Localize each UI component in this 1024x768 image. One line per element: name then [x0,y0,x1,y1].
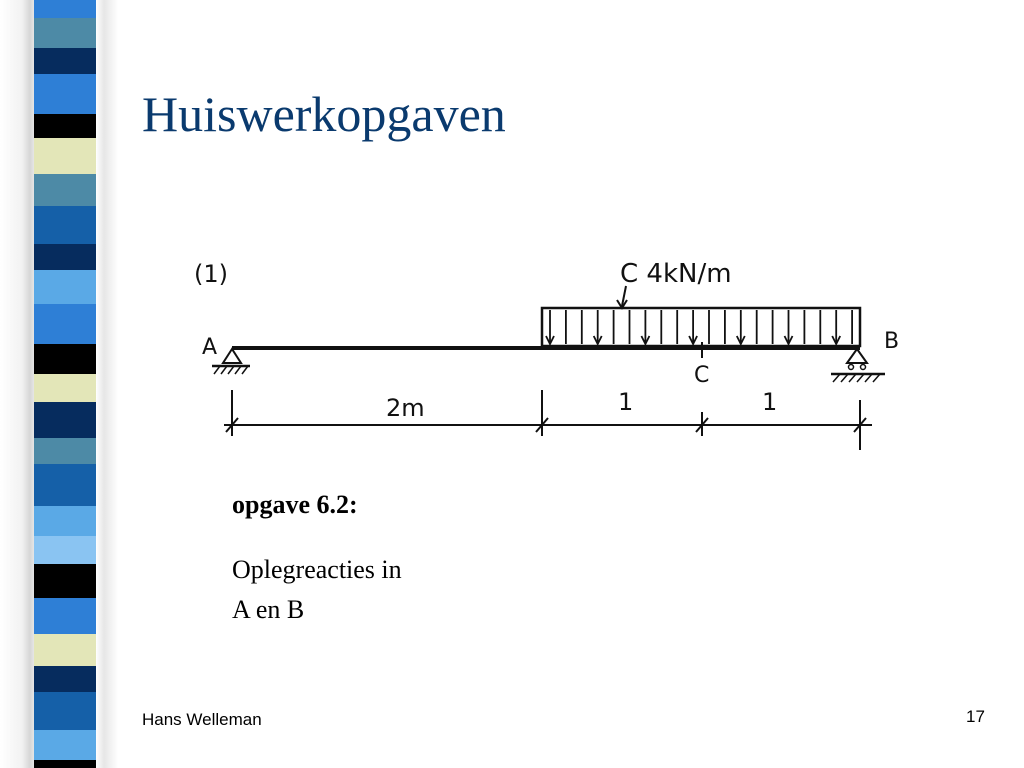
decorative-stripe [34,634,96,666]
exercise-description [232,550,492,630]
decorative-stripe [34,74,96,114]
dimension-label-c-to-b: 1 [762,388,778,416]
load-label: C 4kN/m [620,259,732,289]
decorative-stripe [34,536,96,564]
decorative-stripe [34,114,96,138]
dimension-label-a-to-load: 2m [386,394,425,422]
decorative-stripe [34,48,96,74]
decorative-stripe [34,244,96,270]
beam-diagram [190,250,910,460]
exercise-description-line-1: Oplegreacties in [232,555,402,584]
page-number: 17 [966,707,985,726]
decorative-stripe [34,18,96,48]
decorative-stripe [34,692,96,730]
slide-title: Huiswerkopgaven [142,86,506,142]
decorative-stripe [34,564,96,598]
decorative-stripe [34,730,96,760]
decorative-stripe [34,174,96,206]
distributed-load-box [542,308,860,346]
decorative-stripe-column [34,0,96,768]
decorative-stripe [34,344,96,374]
decorative-stripe [34,760,96,768]
footer-author: Hans Welleman [142,710,262,729]
support-a-icon [212,349,250,374]
decorative-stripe [34,666,96,692]
decorative-stripe [34,438,96,464]
decorative-stripe [34,270,96,304]
problem-label: (1) [194,260,228,288]
exercise-label: opgave 6.2: [232,490,358,519]
decorative-stripe [34,374,96,402]
exercise-description-line-2: A en B [232,595,305,624]
point-c-label: C [694,363,710,388]
decorative-stripe [34,464,96,506]
decorative-stripe [34,206,96,244]
decorative-stripe [34,304,96,344]
support-b-label: B [884,329,900,354]
decorative-stripe [34,402,96,438]
decorative-stripe [34,506,96,536]
decorative-stripe [34,598,96,634]
distributed-load-arrows [546,310,852,344]
dimension-label-load-to-c: 1 [618,388,634,416]
support-a-label: A [202,335,218,360]
support-b-icon [831,349,885,382]
decorative-stripe [34,0,96,18]
decorative-stripe [34,138,96,174]
